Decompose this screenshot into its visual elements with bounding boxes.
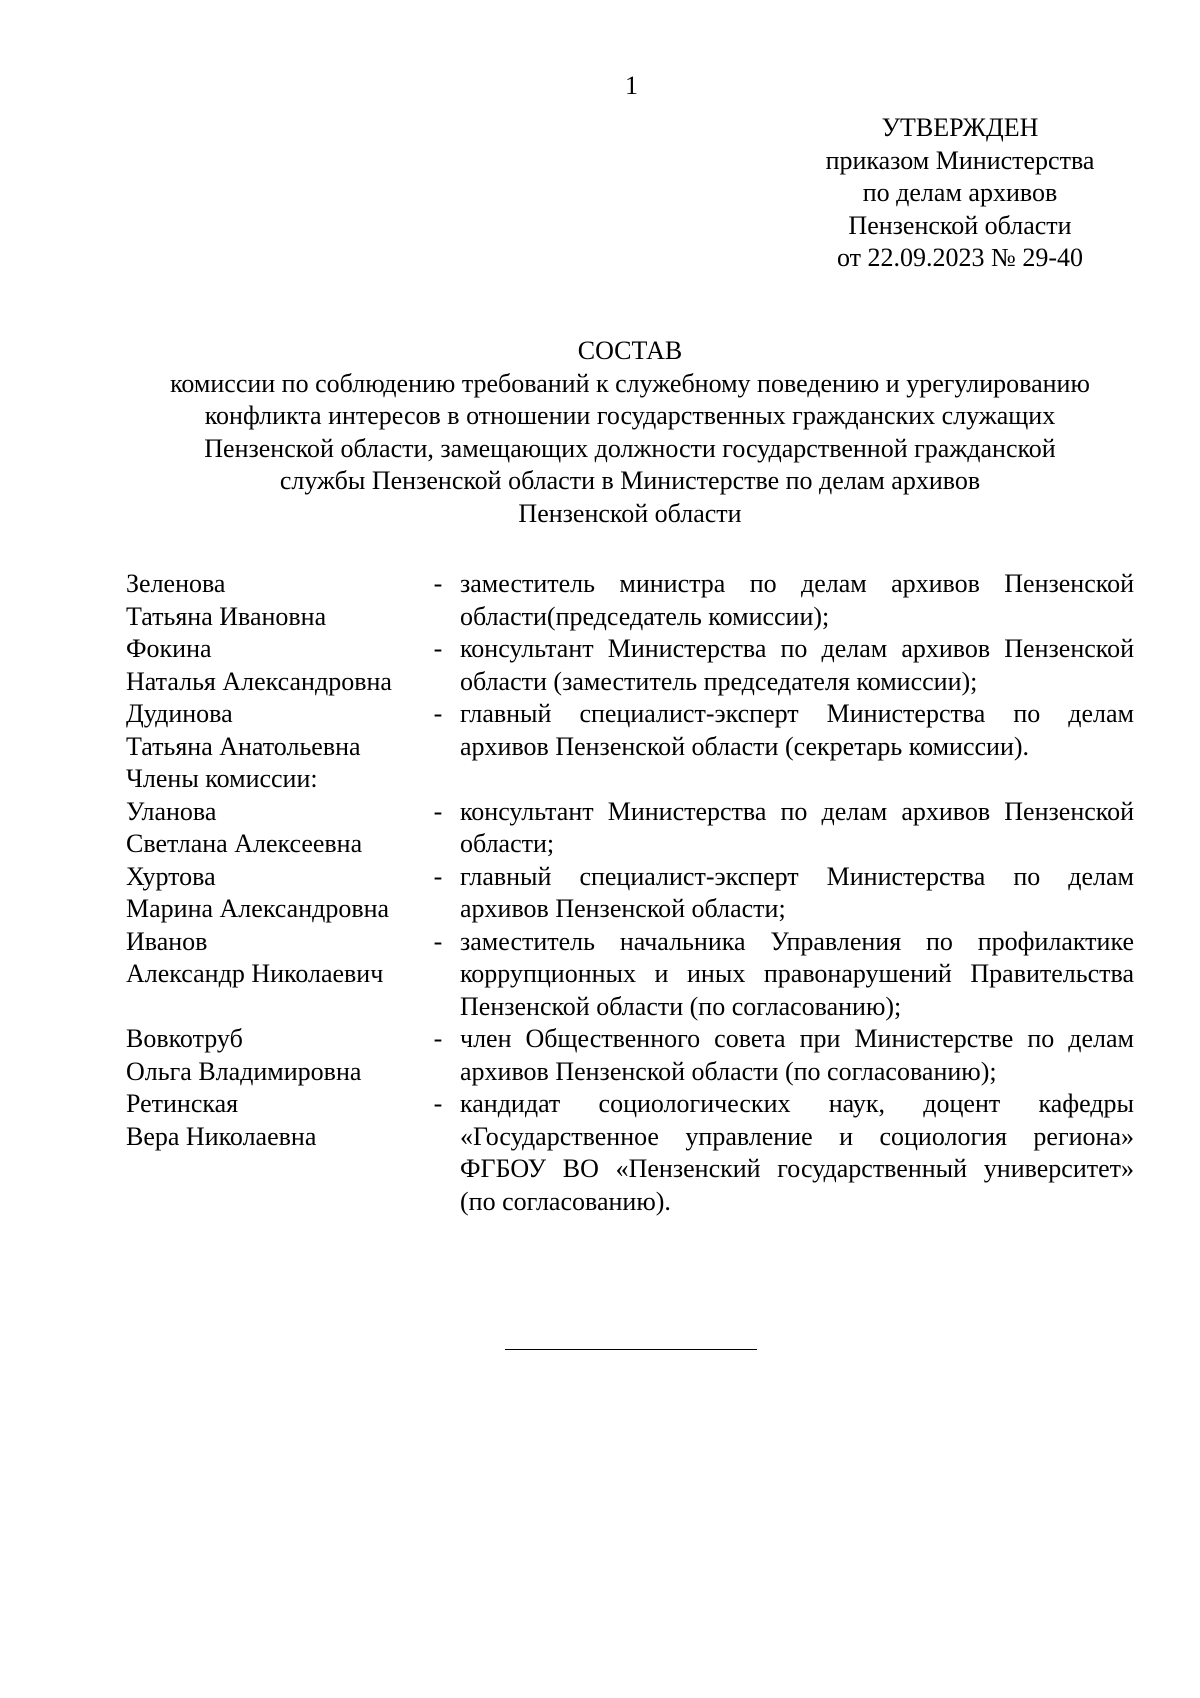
member-name <box>126 633 416 698</box>
title-subtitle-line: Пензенской области, замещающих должности государственной гражданской <box>204 433 1056 463</box>
member-surname: Фокина <box>126 634 212 663</box>
approval-stamp <box>820 112 1100 275</box>
title-subtitle-line: конфликта интересов в отношении государственных гражданских служащих <box>204 401 1056 430</box>
member-name <box>126 1023 416 1088</box>
member-row <box>126 1088 1134 1218</box>
approval-line: Пензенской области <box>848 210 1072 240</box>
dash-separator: - <box>433 1089 443 1118</box>
title-heading: СОСТАВ <box>577 336 683 365</box>
member-given-names: Татьяна Ивановна <box>126 601 327 631</box>
dash-separator: - <box>433 861 443 891</box>
member-given-names: Наталья Александровна <box>126 666 392 696</box>
member-position: заместитель министра по делам архивов Пензенской области(председатель комиссии); <box>460 569 1134 631</box>
member-name <box>126 926 416 991</box>
member-given-names: Ольга Владимировна <box>126 1056 362 1086</box>
member-name <box>126 861 416 926</box>
member-surname: Иванов <box>126 926 208 956</box>
title-subtitle-line: комиссии по соблюдению требований к служебному поведению и урегулированию <box>170 368 1090 398</box>
member-row <box>126 633 1134 698</box>
member-name <box>126 796 416 861</box>
member-given-names: Александр Николаевич <box>126 959 384 988</box>
member-surname: Вовкотруб <box>126 1024 243 1053</box>
page-number: 1 <box>625 71 638 100</box>
member-given-names: Светлана Алексеевна <box>126 829 363 858</box>
member-surname: Хуртова <box>126 861 216 891</box>
member-row <box>126 698 1134 763</box>
member-row <box>126 861 1134 926</box>
member-surname: Зеленова <box>126 569 226 598</box>
member-row <box>126 926 1134 1024</box>
members-heading: Члены комиссии: <box>126 764 318 793</box>
member-position: заместитель начальника Управления по профилактике коррупционных и иных правонарушений Правительства Пензенской области (по согласованию); <box>460 926 1134 1021</box>
member-position: главный специалист-эксперт Министерства по делам архивов Пензенской области; <box>460 861 1134 923</box>
member-position: кандидат социологических наук, доцент кафедры «Государственное управление и социология региона» ФГБОУ ВО «Пензенский государственный университет» (по согласованию). <box>460 1089 1134 1216</box>
member-given-names: Вера Николаевна <box>126 1121 317 1151</box>
member-position: член Общественного совета при Министерстве по делам архивов Пензенской области (по согласованию); <box>460 1024 1134 1086</box>
dash-separator: - <box>433 699 443 728</box>
member-position: консультант Министерства по делам архивов Пензенской области (заместитель председателя комиссии); <box>460 634 1134 696</box>
member-position: главный специалист-эксперт Министерства по делам архивов Пензенской области (секретарь комиссии). <box>460 699 1134 761</box>
title-subtitle-line: службы Пензенской области в Министерстве по делам архивов <box>279 466 981 495</box>
end-divider <box>505 1349 757 1350</box>
title-subtitle-line: Пензенской области <box>518 498 742 528</box>
dash-separator: - <box>433 796 443 826</box>
member-given-names: Марина Александровна <box>126 894 390 923</box>
member-surname: Дудинова <box>126 699 233 728</box>
dash-separator: - <box>433 634 443 663</box>
approval-line: от 22.09.2023 № 29-40 <box>837 243 1083 272</box>
member-name <box>126 568 416 633</box>
dash-separator: - <box>433 1024 443 1053</box>
member-row <box>126 568 1134 633</box>
commission-list <box>126 568 1134 1218</box>
approval-line: по делам архивов <box>862 178 1058 207</box>
dash-separator: - <box>433 569 443 598</box>
member-name <box>126 1088 416 1153</box>
member-surname: Ретинская <box>126 1089 239 1118</box>
member-row <box>126 796 1134 861</box>
dash-separator: - <box>433 926 443 956</box>
approval-line: приказом Министерства <box>825 145 1095 175</box>
member-name <box>126 698 416 763</box>
member-surname: Уланова <box>126 796 217 826</box>
document-title <box>100 335 1160 530</box>
member-row <box>126 1023 1134 1088</box>
approval-line: УТВЕРЖДЕН <box>881 113 1039 142</box>
member-given-names: Татьяна Анатольевна <box>126 731 361 761</box>
member-position: консультант Министерства по делам архивов Пензенской области; <box>460 796 1134 858</box>
